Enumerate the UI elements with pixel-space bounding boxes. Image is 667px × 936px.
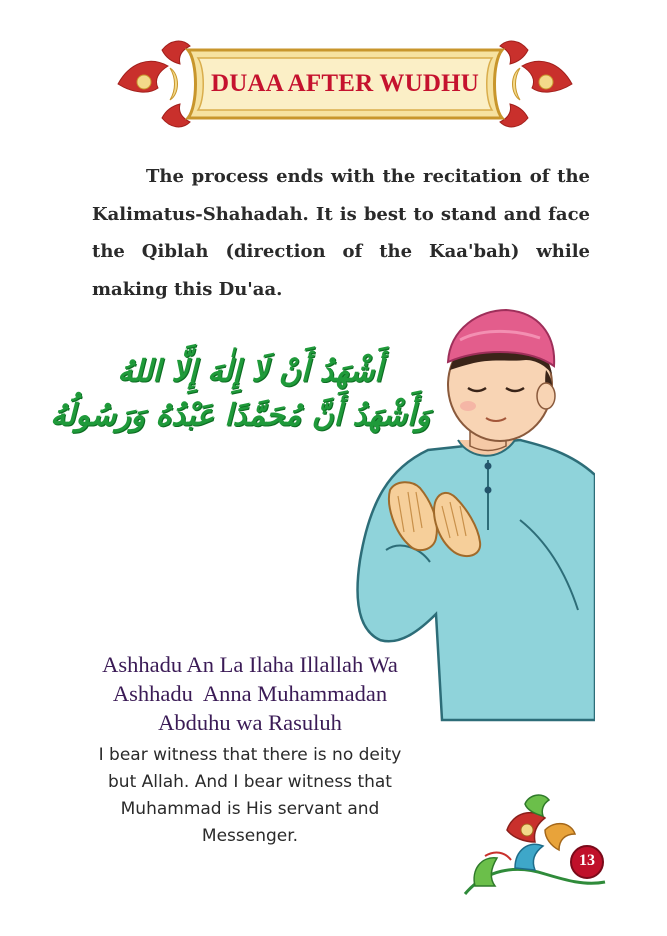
page-title: DUAA AFTER WUDHU (210, 70, 480, 97)
floral-corner-ornament-icon (455, 790, 615, 900)
transliteration-line-1: Ashhadu An La Ilaha Illallah Wa (102, 652, 398, 677)
translation-line-1: I bear witness that there is no deity (98, 745, 402, 765)
title-banner (110, 28, 580, 136)
intro-paragraph: The process ends with the recitation of the Kalimatus-Shahadah. It is best to stand and face the Qiblah (direction of the Kaa'bah) while making this Du'aa. (92, 166, 590, 300)
arabic-line-2: وَأَشْهَدُ أَنَّ مُحَمَّدًا عَبْدُهُ وَرَسُولُهُ (50, 398, 430, 433)
arabic-line-1: أَشْهَدُ أَنْ لَا إِلٰهَ إِلَّا اللهُ (117, 354, 383, 389)
transliteration-line-2: Ashhadu Anna Muhammadan (112, 681, 388, 706)
page-number: 13 (579, 852, 595, 869)
transliteration (60, 650, 440, 737)
translation (70, 742, 430, 850)
translation-line-4: Messenger. (201, 826, 299, 846)
translation-line-2: but Allah. And I bear witness that (108, 772, 392, 792)
translation-line-3: Muhammad is His servant and (120, 799, 380, 819)
transliteration-line-3: Abduhu wa Rasuluh (158, 710, 342, 735)
